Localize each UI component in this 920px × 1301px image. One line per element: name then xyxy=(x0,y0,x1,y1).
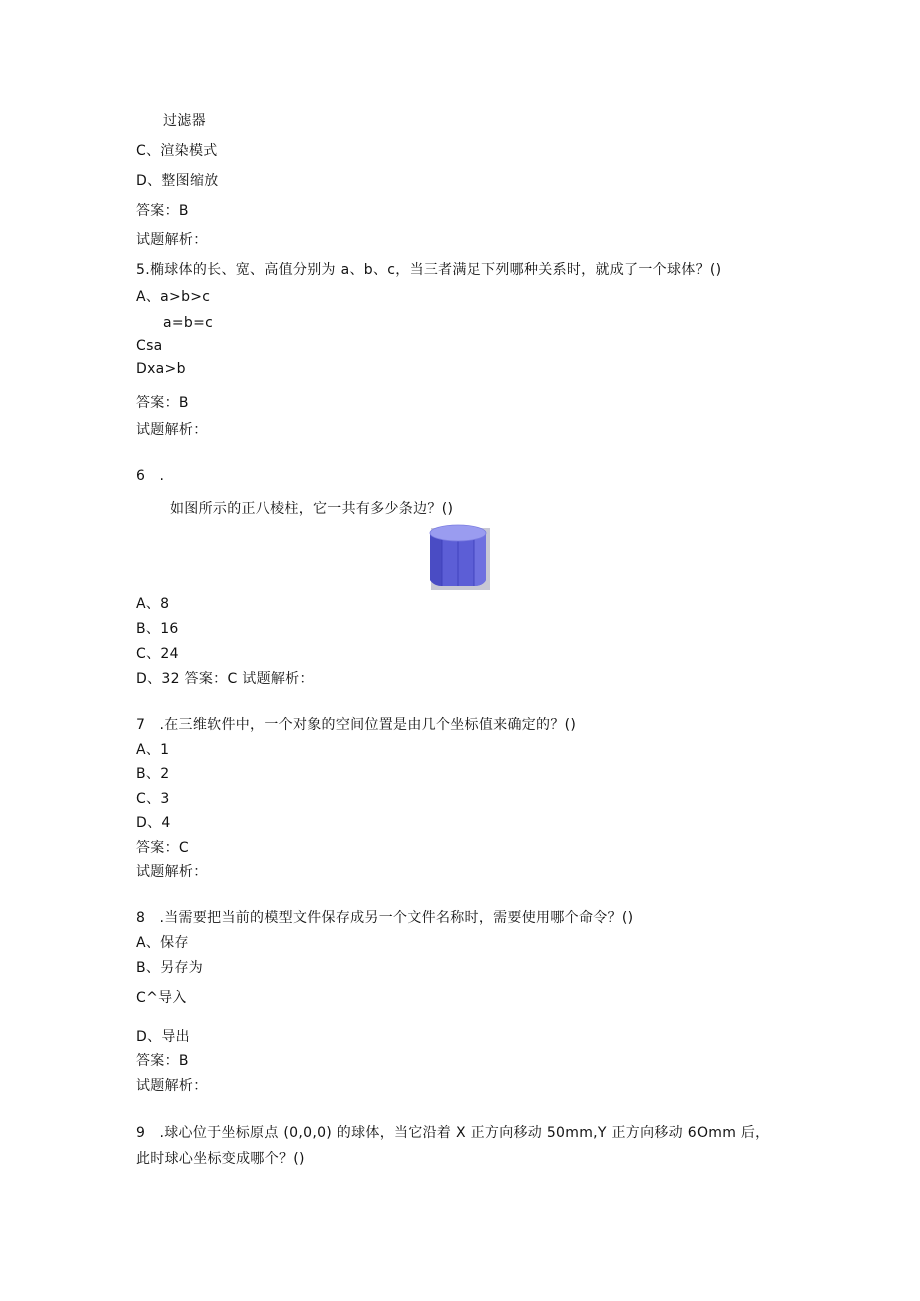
q5-option-a: A、a>b>c xyxy=(136,289,211,305)
q8-option-b: B、另存为 xyxy=(136,960,204,976)
q7-answer: 答案：C xyxy=(136,840,189,856)
q9-question-line-2: 此时球心坐标变成哪个？() xyxy=(136,1151,305,1167)
q5-answer: 答案：B xyxy=(136,395,189,411)
q6-option-c: C、24 xyxy=(136,646,179,662)
q8-option-a: A、保存 xyxy=(136,935,189,951)
q4-option-b-continuation: 过滤器 xyxy=(163,113,206,129)
q4-answer: 答案：B xyxy=(136,203,189,219)
q7-option-c: C、3 xyxy=(136,791,170,807)
prism-side-shade-right xyxy=(474,534,486,586)
q6-option-d-answer: D、32 答案：C 试题解析： xyxy=(136,671,314,687)
q7-option-d: D、4 xyxy=(136,815,171,831)
q7-option-b: B、2 xyxy=(136,766,170,782)
q4-option-d: D、整图缩放 xyxy=(136,173,219,189)
q8-analysis: 试题解析： xyxy=(136,1078,208,1094)
q8-answer: 答案：B xyxy=(136,1053,189,1069)
q5-option-d: Dxa>b xyxy=(136,361,186,377)
q5-question: 5.椭球体的长、宽、高值分别为 a、b、c，当三者满足下列哪种关系时，就成了一个球体？() xyxy=(136,262,722,278)
q9-question-line-1: 9 .球心位于坐标原点 (0,0,0) 的球体，当它沿着 X 正方向移动 50mm,Y 正方向移动 6Omm 后， xyxy=(136,1125,770,1141)
q6-option-a: A、8 xyxy=(136,596,170,612)
q7-option-a: A、1 xyxy=(136,742,170,758)
q8-option-d: D、导出 xyxy=(136,1029,190,1045)
q5-analysis: 试题解析： xyxy=(136,422,208,438)
q8-option-c: C^导入 xyxy=(136,990,187,1006)
q5-option-b: a=b=c xyxy=(163,315,214,331)
q6-number: 6 . xyxy=(136,468,165,484)
prism-side-shade-left xyxy=(430,534,442,586)
q6-question: 如图所示的正八棱柱，它一共有多少条边？() xyxy=(170,501,454,517)
prism-top xyxy=(430,525,486,541)
q5-option-c: Csa xyxy=(136,338,163,354)
octagonal-prism-image xyxy=(428,522,490,590)
q4-option-c: C、渲染模式 xyxy=(136,143,218,159)
q4-analysis: 试题解析： xyxy=(136,232,208,248)
q6-option-b: B、16 xyxy=(136,621,179,637)
q7-question: 7 .在三维软件中，一个对象的空间位置是由几个坐标值来确定的？() xyxy=(136,717,577,733)
q8-question: 8 .当需要把当前的模型文件保存成另一个文件名称时，需要使用哪个命令？() xyxy=(136,910,634,926)
q7-analysis: 试题解析： xyxy=(136,864,208,880)
